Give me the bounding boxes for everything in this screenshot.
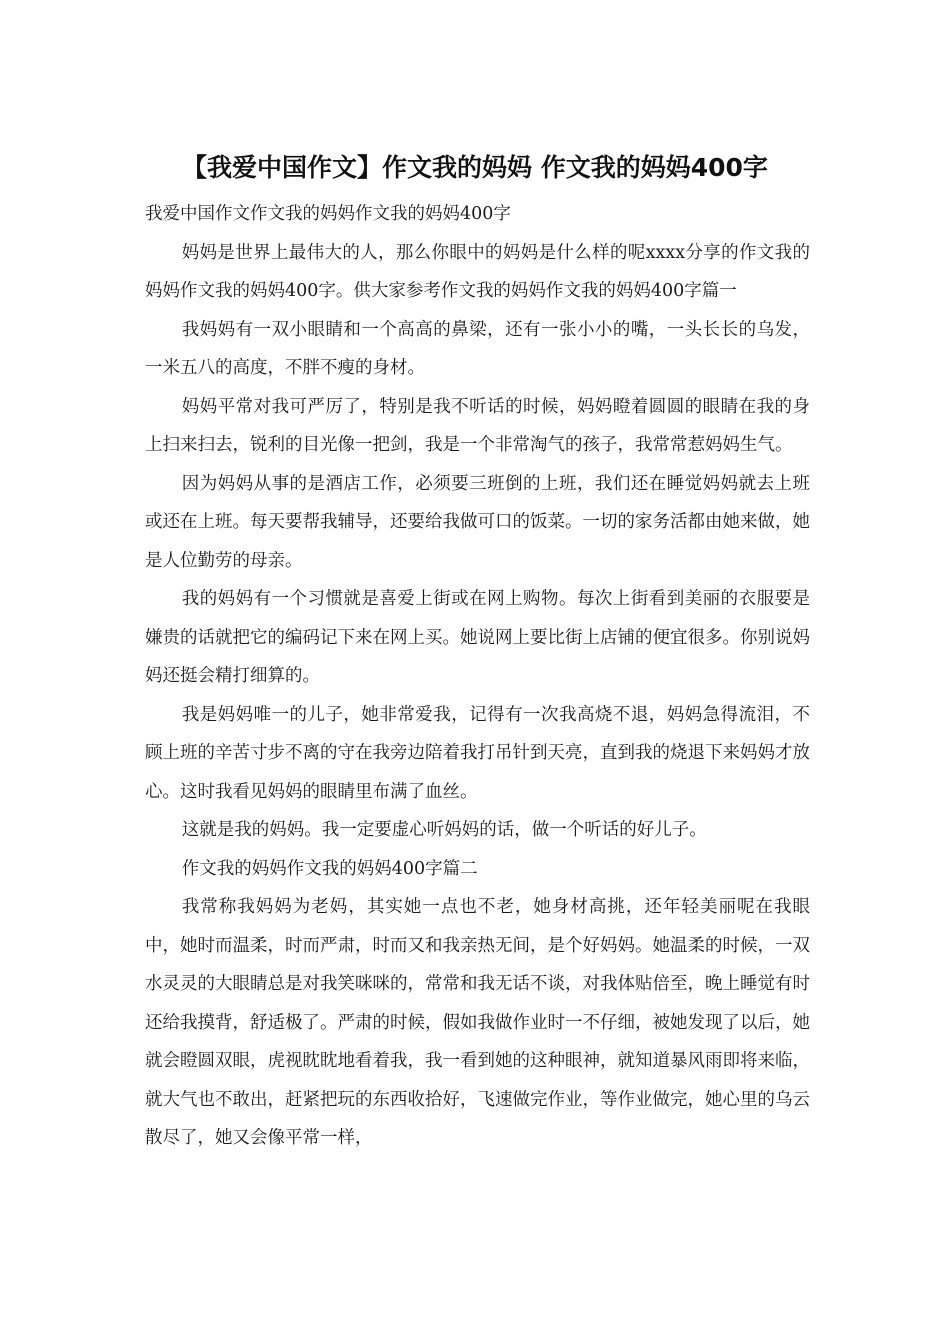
body-paragraph: 我是妈妈唯一的儿子，她非常爱我，记得有一次我高烧不退，妈妈急得流泪，不顾上班的辛苦寸步不离的守在我旁边陪着我打吊针到天亮，直到我的烧退下来妈妈才放心。这时我看见妈妈的眼睛里布满了血丝。 (145, 704, 810, 802)
body-paragraph: 我的妈妈有一个习惯就是喜爱上街或在网上购物。每次上街看到美丽的衣服要是嫌贵的话就把它的编码记下来在网上买。她说网上要比街上店铺的便宜很多。你别说妈妈还挺会精打细算的。 (145, 589, 810, 686)
document-body (145, 195, 810, 1158)
document-title: 【我爱中国作文】作文我的妈妈 作文我的妈妈400字 (182, 153, 768, 182)
body-paragraph: 妈妈平常对我可严厉了，特别是我不听话的时候，妈妈瞪着圆圆的眼睛在我的身上扫来扫去，锐利的目光像一把剑，我是一个非常淘气的孩子，我常常惹妈妈生气。 (145, 396, 810, 455)
section-heading-paragraph: 作文我的妈妈作文我的妈妈400字篇二 (181, 858, 478, 879)
subtitle-paragraph: 我爱中国作文作文我的妈妈作文我的妈妈400字 (145, 204, 511, 224)
body-paragraph: 我妈妈有一双小眼睛和一个高高的鼻梁，还有一张小小的嘴，一头长长的乌发，一米五八的高度，不胖不瘦的身材。 (145, 319, 810, 378)
body-paragraph: 这就是我的妈妈。我一定要虚心听妈妈的话，做一个听话的好儿子。 (181, 820, 707, 840)
body-paragraph: 因为妈妈从事的是酒店工作，必须要三班倒的上班，我们还在睡觉妈妈就去上班或还在上班。每天要帮我辅导，还要给我做可口的饭菜。一切的家务活都由她来做，她是人位勤劳的母亲。 (145, 473, 810, 571)
body-paragraph: 我常称我妈妈为老妈，其实她一点也不老，她身材高挑，还年轻美丽呢在我眼中，她时而温柔，时而严肃，时而又和我亲热无间，是个好妈妈。她温柔的时候，一双水灵灵的大眼睛总是对我笑咪咪的，常常和我无话不谈，对我体贴倍至，晚上睡觉有时还给我摸背，舒适极了。严肃的时候，假如我做作业时一不仔细，被她发现了以后，她就会瞪圆双眼，虎视眈眈地看着我，我一看到她的这种眼神，就知道暴风雨即将来临，就大气也不敢出，赶紧把玩的东西收拾好，飞速做完作业，等作业做完，她心里的乌云散尽了，她又会像平常一样， (145, 897, 810, 1148)
intro-paragraph: 妈妈是世界上最伟大的人，那么你眼中的妈妈是什么样的呢xxxx分享的作文我的妈妈作文我的妈妈400字。供大家参考作文我的妈妈作文我的妈妈400字篇一 (145, 242, 810, 301)
